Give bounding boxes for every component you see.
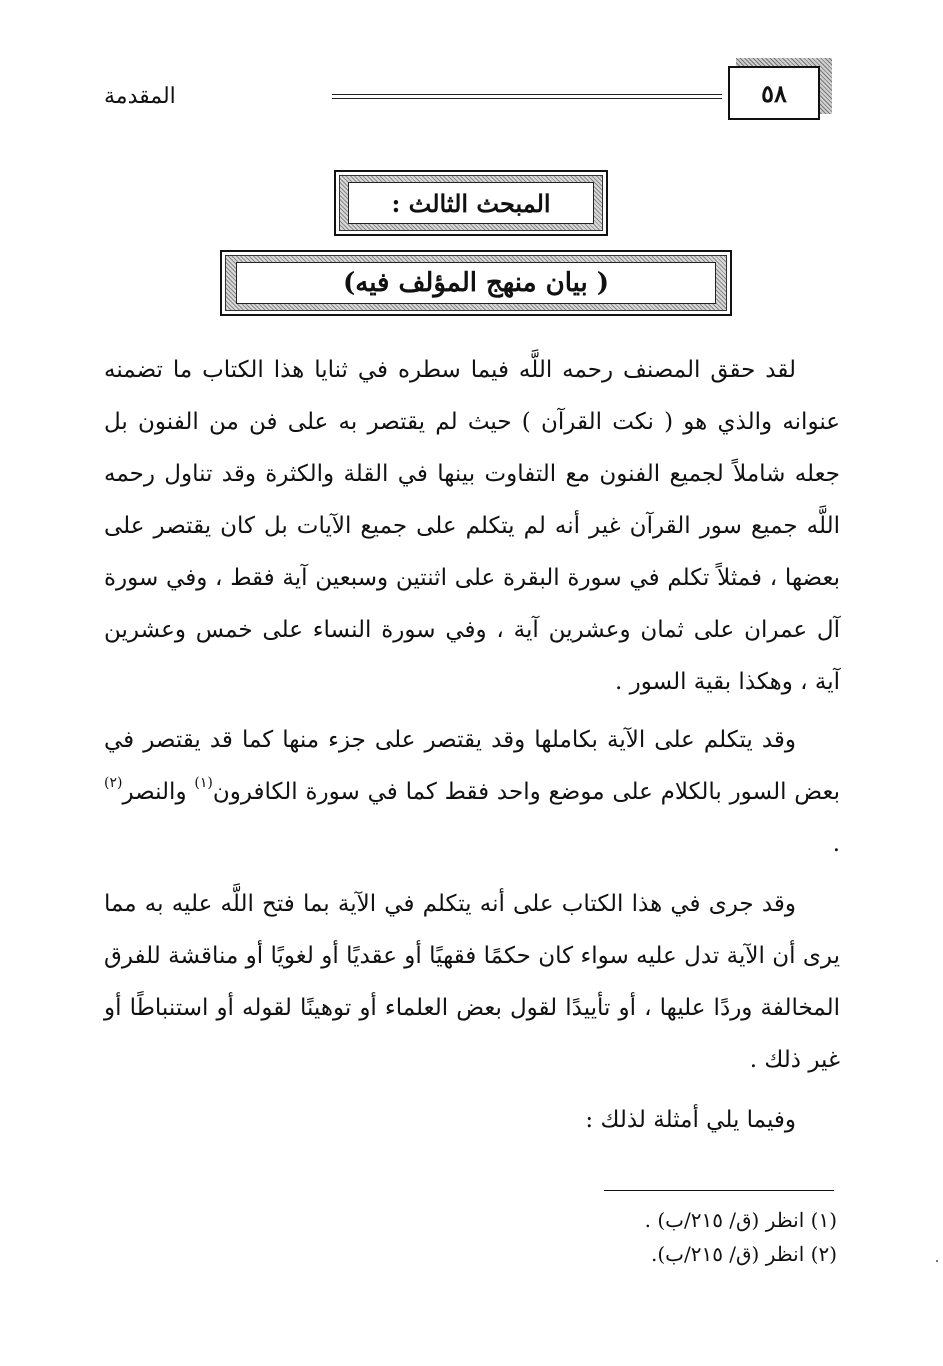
section-heading-box (334, 170, 608, 236)
paragraph-1 (104, 344, 840, 708)
footnote-marker-1[interactable]: (١) (194, 775, 213, 791)
paragraph-4 (104, 1094, 840, 1146)
section-heading: المبحث الثالث : (348, 182, 594, 224)
footnote-2: (٢) انظر (ق/ ٢١٥/ب). (650, 1242, 837, 1266)
paragraph-3-text: وقد جرى في هذا الكتاب على أنه يتكلم في الآية بما فتح اللَّه عليه به مما يرى أن الآية تدل عليه سواء كان حكمًا فقهيًا أو عقديًا أو لغويًا أو مناقشة للفرق المخالفة وردًا عليها ، أو تأييدًا لقول بعض العلماء أو توهينًا لقوله أو استنباطًا أو غير ذلك . (104, 891, 840, 1073)
running-header-title: المقدمة (104, 84, 176, 109)
paragraph-2-connector: والنصر (122, 779, 195, 805)
section-subheading-box (220, 250, 732, 316)
paragraph-2-end: . (832, 831, 840, 857)
page-number-box (728, 66, 820, 120)
footnote-rule (604, 1190, 834, 1191)
paragraph-2 (104, 714, 840, 870)
header-rule (332, 94, 722, 99)
paragraph-3 (104, 878, 840, 1086)
section-subheading: ( بيان منهج المؤلف فيه) (236, 262, 716, 304)
paragraph-2-text: وقد يتكلم على الآية بكاملها وقد يقتصر على جزء منها كما قد يقتصر في بعض السور بالكلام على موضع واحد فقط كما في سورة الكافرون (104, 727, 840, 805)
page-number: ٥٨ (761, 78, 787, 108)
paragraph-1-text: لقد حقق المصنف رحمه اللَّه فيما سطره في ثنايا هذا الكتاب ما تضمنه عنوانه والذي هو ( نكت القرآن ) حيث لم يقتصر به على فن من الفنون بل جعله شاملاً لجميع الفنون مع التفاوت بينها في القلة والكثرة وقد تناول رحمه اللَّه جميع سور القرآن غير أنه لم يتكلم على جميع الآيات بل كان يقتصر على بعضها ، فمثلاً تكلم في سورة البقرة على اثنتين وسبعين آية فقط ، وفي سورة آل عمران على ثمان وعشرين آية ، وفي سورة النساء على خمس وعشرين آية ، وهكذا بقية السور . (104, 357, 840, 695)
scan-speck (936, 1260, 938, 1262)
footnote-1: (١) انظر (ق/ ٢١٥/ب) . (644, 1208, 837, 1232)
paragraph-4-text: وفيما يلي أمثلة لذلك : (585, 1107, 796, 1133)
footnote-marker-2[interactable]: (٢) (104, 775, 123, 791)
